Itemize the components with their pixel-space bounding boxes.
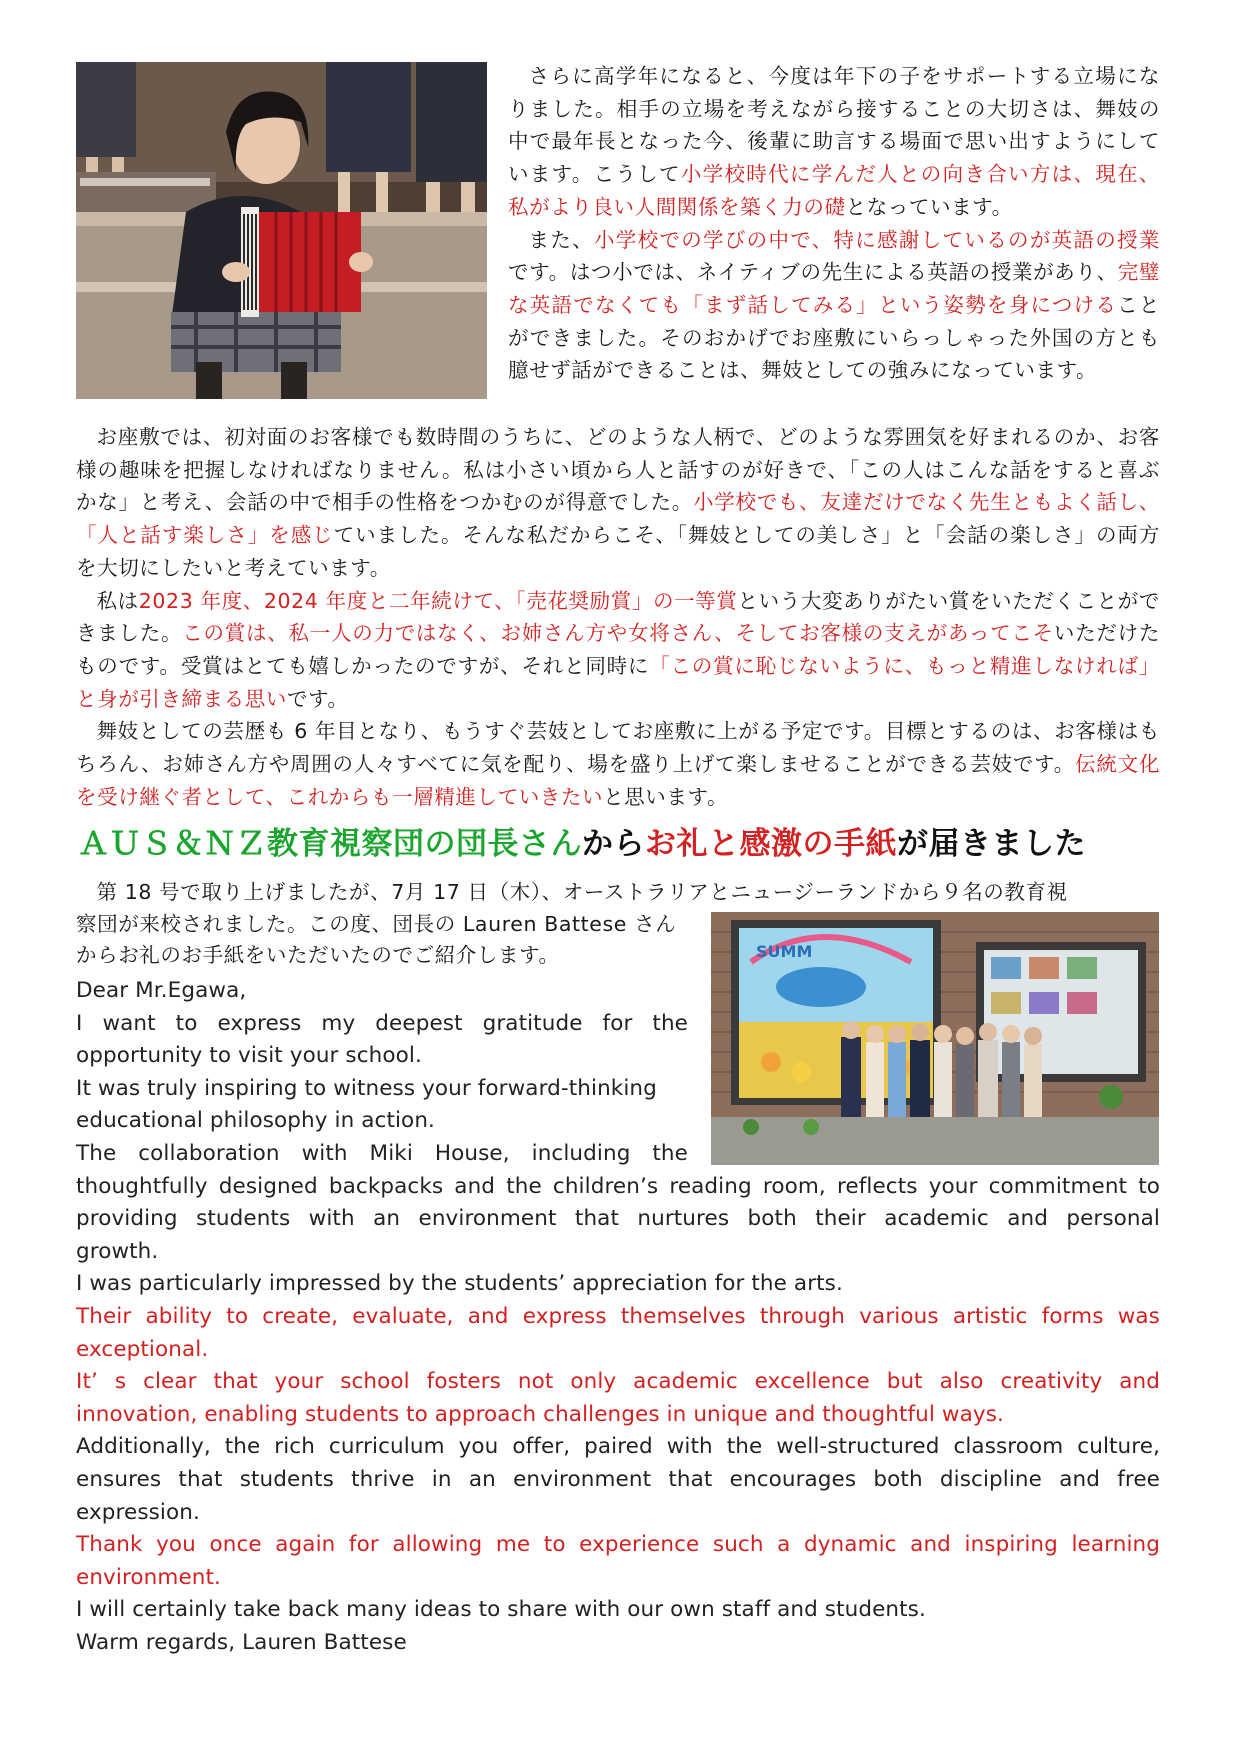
letter-line-highlight: Their ability to create, evaluate, and express themselves through various artistic forms was <box>76 1303 1160 1329</box>
paragraph-5 <box>76 715 1160 813</box>
letter-line-highlight: Thank you once again for allowing me to experience such a dynamic and inspiring learning <box>76 1532 1160 1558</box>
highlight-span: 伝統文化を受け継ぐ者として、これからも一層精進していきたい <box>76 752 1160 809</box>
letter-line: expression. <box>76 1499 200 1525</box>
letter-line: opportunity to visit your school. <box>76 1043 422 1069</box>
section-headline <box>78 818 1168 863</box>
article-text-full <box>76 421 1160 813</box>
highlight-span: 「この賞に恥じないように、もっと精進しなければ」と身が引き締まる思い <box>76 653 1161 711</box>
text-span: 舞妓としての芸歴も 6 年目となり、もうすぐ芸妓としてお座敷に上がる予定です。目標とするのは、お客様はもちろん、お姉さん方や周囲の人々すべてに気を配り、場を盛り上げて楽しませることができる芸妓です。 <box>76 719 1160 777</box>
text-span: また、 <box>528 227 594 252</box>
intro-line: 第 18 号で取り上げましたが、7月 17 日（木）、オーストラリアとニュージーランドから９名の教育視 <box>96 880 1068 904</box>
intro-line: 察団が来校されました。この度、団長の Lauren Battese さんからお礼のお手紙をいただいたのでご紹介します。 <box>76 911 677 967</box>
text-span: お座敷では、初対面のお客様でも数時間のうちに、どのような人柄で、どのような雰囲気を好まれるのか、お客様の趣味を把握しなければなりません。私は小さい頃から人と話すのが好きで、「この人はこんな話をすると喜ぶかな」と考え、会話の中で相手の性格をつかむのが得意でした。 <box>76 425 1160 515</box>
text-span: です。はつ小では、ネイティブの先生による英語の授業があり、 <box>508 260 1118 285</box>
highlight-span: 小学校でも、友達だけでなく先生ともよく話し、「人と話す楽しさ」を感じ <box>76 490 1160 548</box>
paragraph-1 <box>508 60 1160 224</box>
text-span: ていました。そんな私だからこそ、「舞妓としての美しさ」と「会話の楽しさ」の両方を大切にしたいと考えています。 <box>76 523 1160 580</box>
text-span: ことができました。そのおかげでお座敷にいらっしゃった外国の方とも臆せず話ができることは、舞妓としての強みになっています。 <box>508 292 1160 383</box>
highlight-span: この賞は、私一人の力ではなく、お姉さん方や女将さん、そしてお客様の支えがあってこそ <box>182 621 1054 646</box>
letter-line: I want to express my deepest gratitude for the <box>76 1010 688 1036</box>
paragraph-4 <box>76 585 1160 716</box>
highlight-span: 完璧な英語でなくても「まず話してみる」という姿勢を身につける <box>508 260 1160 317</box>
letter-line: Additionally, the rich curriculum you offer, paired with the well-structured classroom culture, <box>76 1434 1160 1460</box>
letter-line: thoughtfully designed backpacks and the children’s reading room, reflects your commitment to <box>76 1173 1160 1199</box>
highlight-span: 小学校時代に学んだ人との向き合い方は、現在、私がより良い人間関係を築く力の礎 <box>508 162 1160 219</box>
letter-line: providing students with an environment that nurtures both their academic and personal <box>76 1206 1160 1232</box>
article-text-top <box>508 60 1160 387</box>
highlight-span: 小学校での学びの中で、特に感謝しているのが英語の授業 <box>593 227 1160 252</box>
letter-line: It was truly inspiring to witness your forward-thinking <box>76 1075 657 1101</box>
letter-line: educational philosophy in action. <box>76 1108 435 1134</box>
paragraph-2 <box>508 224 1160 388</box>
letter-body <box>76 975 1160 1659</box>
letter-line-highlight: innovation, enabling students to approach challenges in unique and thoughtful ways. <box>76 1401 1004 1427</box>
headline-green: ＡＵＳ＆ＮＺ教育視察団の団長さん <box>78 826 582 862</box>
text-span: と思います。 <box>603 784 729 809</box>
highlight-span: 2023 年度、2024 年度と二年続けて、「売花奨励賞」の一等賞 <box>138 588 738 613</box>
letter-greeting: Dear Mr.Egawa, <box>76 978 247 1003</box>
text-span: です。 <box>287 686 349 711</box>
letter-line: I was particularly impressed by the students’ appreciation for the arts. <box>76 1271 843 1297</box>
text-span: さらに高学年になると、今度は年下の子をサポートする立場になりました。相手の立場を考えながら接することの大切さは、舞妓の中で最年長となった今、後輩に助言する場面で思い出すようにしています。こうして <box>508 64 1160 187</box>
letter-line-highlight: environment. <box>76 1564 221 1590</box>
letter-line: The collaboration with Miki House, including the <box>76 1140 688 1166</box>
paragraph-3 <box>76 421 1160 585</box>
headline-red: お礼と感激の手紙 <box>645 826 897 862</box>
text-span: 私は <box>96 588 139 613</box>
letter-line: I will certainly take back many ideas to share with our own staff and students. <box>76 1597 926 1623</box>
text-span: いただけたものです。受賞はとても嬉しかったのですが、それと同時に <box>76 621 1161 678</box>
headline-black: が届きました <box>897 826 1086 862</box>
letter-line: growth. <box>76 1238 159 1264</box>
letter-line-highlight: It’ s clear that your school fosters not only academic excellence but also creativity and <box>76 1369 1160 1395</box>
text-span: という大変ありがたい賞をいただくことができました。 <box>76 588 1161 646</box>
mural-sign-text: SUMM <box>756 942 813 961</box>
text-span: となっています。 <box>845 194 1013 219</box>
letter-line-highlight: exceptional. <box>76 1336 209 1362</box>
accordion-photo <box>76 62 487 399</box>
headline-black: から <box>582 826 645 862</box>
letter-line: ensures that students thrive in an environment that encourages both discipline and free <box>76 1466 1160 1492</box>
letter-closing: Warm regards, Lauren Battese <box>76 1629 407 1655</box>
accordion-photo-illustration <box>76 62 487 399</box>
